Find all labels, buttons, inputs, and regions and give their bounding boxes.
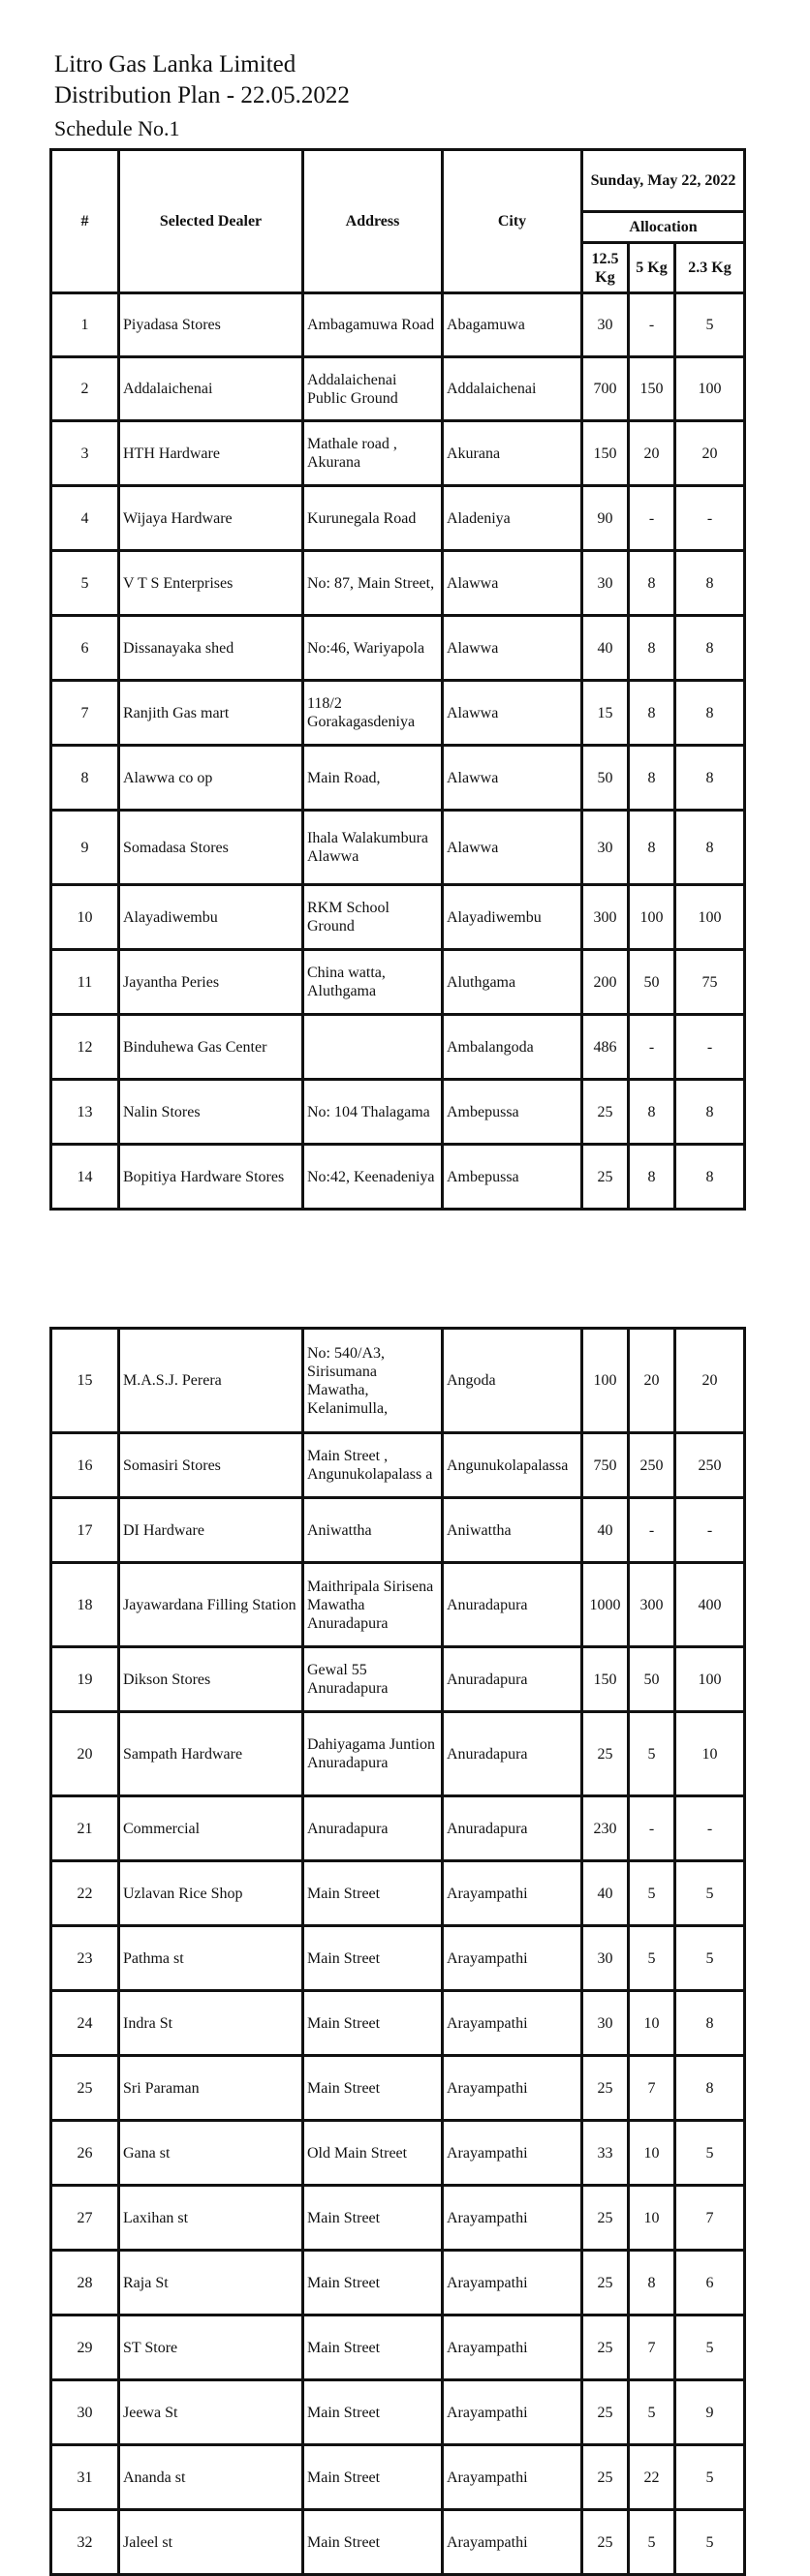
row-number: 6 [51, 616, 119, 681]
table-row [51, 1563, 745, 1647]
dealer-address: No: 104 Thalagama [303, 1080, 443, 1145]
dealer-city: Aluthgama [443, 950, 582, 1015]
allocation-12kg: 25 [582, 2510, 629, 2575]
dealer-name: Jayawardana Filling Station [119, 1563, 303, 1647]
allocation-12kg: 300 [582, 885, 629, 950]
row-number: 26 [51, 2121, 119, 2186]
row-number: 28 [51, 2251, 119, 2315]
allocation-5kg: 5 [629, 1861, 675, 1926]
allocation-5kg: 5 [629, 2380, 675, 2445]
dealer-address: Main Street [303, 1991, 443, 2056]
row-number: 5 [51, 551, 119, 616]
table-body-1 [51, 293, 745, 1210]
dealer-city: Abagamuwa [443, 293, 582, 357]
dealer-name: Somasiri Stores [119, 1433, 303, 1498]
allocation-2kg: 5 [675, 293, 745, 357]
dealer-address: Main Street [303, 2315, 443, 2380]
allocation-12kg: 40 [582, 616, 629, 681]
dealer-city: Angunukolapalassa [443, 1433, 582, 1498]
dealer-address: Mathale road , Akurana [303, 421, 443, 486]
schedule-label: Schedule No.1 [54, 116, 180, 140]
dealer-address: Ambagamuwa Road [303, 293, 443, 357]
allocation-2kg: 10 [675, 1712, 745, 1796]
allocation-5kg: - [629, 293, 675, 357]
dealer-name: Binduhewa Gas Center [119, 1015, 303, 1080]
dealer-address: Main Street [303, 2445, 443, 2510]
row-number: 10 [51, 885, 119, 950]
allocation-12kg: 30 [582, 1926, 629, 1991]
allocation-2kg: 5 [675, 2121, 745, 2186]
allocation-5kg: - [629, 1796, 675, 1861]
dealer-name: Jayantha Peries [119, 950, 303, 1015]
table-row [51, 1015, 745, 1080]
dealer-address: Anuradapura [303, 1796, 443, 1861]
table-row [51, 1712, 745, 1796]
row-number: 32 [51, 2510, 119, 2575]
allocation-2kg: 8 [675, 1080, 745, 1145]
table-row [51, 1796, 745, 1861]
row-number: 2 [51, 357, 119, 421]
size-header-2kg: 2.3 Kg [675, 243, 745, 293]
allocation-2kg: 100 [675, 1647, 745, 1712]
table-row [51, 2056, 745, 2121]
dealer-name: Alayadiwembu [119, 885, 303, 950]
allocation-5kg: 8 [629, 811, 675, 885]
allocation-5kg: - [629, 1498, 675, 1563]
dealer-name: Somadasa Stores [119, 811, 303, 885]
allocation-2kg: 100 [675, 885, 745, 950]
allocation-2kg: - [675, 1015, 745, 1080]
table-row [51, 357, 745, 421]
allocation-5kg: 50 [629, 1647, 675, 1712]
allocation-5kg: - [629, 486, 675, 551]
row-number: 13 [51, 1080, 119, 1145]
table-row [51, 2315, 745, 2380]
allocation-5kg: 7 [629, 2315, 675, 2380]
row-number: 3 [51, 421, 119, 486]
table-row [51, 885, 745, 950]
dealer-address: Main Street [303, 2251, 443, 2315]
allocation-5kg: 5 [629, 2510, 675, 2575]
dealer-address [303, 1015, 443, 1080]
allocation-12kg: 50 [582, 746, 629, 811]
dealer-city: Anuradapura [443, 1712, 582, 1796]
allocation-12kg: 150 [582, 1647, 629, 1712]
dealer-city: Akurana [443, 421, 582, 486]
dealer-city: Arayampathi [443, 2251, 582, 2315]
allocation-2kg: 5 [675, 2445, 745, 2510]
dealer-address: Maithripala Sirisena Mawatha Anuradapura [303, 1563, 443, 1647]
allocation-2kg: 8 [675, 681, 745, 746]
table-row [51, 486, 745, 551]
table-row [51, 616, 745, 681]
dealer-city: Arayampathi [443, 2510, 582, 2575]
allocation-2kg: 100 [675, 357, 745, 421]
dealer-name: Wijaya Hardware [119, 486, 303, 551]
table-row [51, 1498, 745, 1563]
dealer-city: Arayampathi [443, 1926, 582, 1991]
table-row [51, 2251, 745, 2315]
allocation-2kg: 8 [675, 1991, 745, 2056]
allocation-5kg: 5 [629, 1712, 675, 1796]
allocation-12kg: 230 [582, 1796, 629, 1861]
allocation-12kg: 700 [582, 357, 629, 421]
row-number: 19 [51, 1647, 119, 1712]
dealer-address: Addalaichenai Public Ground [303, 357, 443, 421]
col-header-no: # [51, 150, 119, 293]
allocation-2kg: 250 [675, 1433, 745, 1498]
row-number: 30 [51, 2380, 119, 2445]
table-row [51, 2121, 745, 2186]
allocation-5kg: 8 [629, 681, 675, 746]
allocation-5kg: 10 [629, 2186, 675, 2251]
row-number: 29 [51, 2315, 119, 2380]
allocation-2kg: 8 [675, 1145, 745, 1210]
dealer-name: Indra St [119, 1991, 303, 2056]
table-row [51, 1080, 745, 1145]
allocation-header: Allocation [582, 212, 745, 243]
allocation-2kg: 9 [675, 2380, 745, 2445]
allocation-5kg: 50 [629, 950, 675, 1015]
dealer-name: Sri Paraman [119, 2056, 303, 2121]
allocation-5kg: - [629, 1015, 675, 1080]
allocation-12kg: 200 [582, 950, 629, 1015]
allocation-2kg: - [675, 486, 745, 551]
distribution-table-page-2 [49, 1327, 746, 2576]
row-number: 7 [51, 681, 119, 746]
dealer-name: V T S Enterprises [119, 551, 303, 616]
dealer-city: Addalaichenai [443, 357, 582, 421]
col-header-address: Address [303, 150, 443, 293]
allocation-12kg: 30 [582, 1991, 629, 2056]
dealer-city: Anuradapura [443, 1563, 582, 1647]
dealer-city: Arayampathi [443, 1861, 582, 1926]
table-row [51, 2510, 745, 2575]
plan-title: Distribution Plan - 22.05.2022 [54, 82, 350, 108]
dealer-name: M.A.S.J. Perera [119, 1329, 303, 1433]
allocation-2kg: 8 [675, 616, 745, 681]
row-number: 23 [51, 1926, 119, 1991]
dealer-city: Alayadiwembu [443, 885, 582, 950]
dealer-address: Main Street [303, 2186, 443, 2251]
table-row [51, 2186, 745, 2251]
dealer-city: Anuradapura [443, 1647, 582, 1712]
table-row [51, 746, 745, 811]
row-number: 14 [51, 1145, 119, 1210]
company-title: Litro Gas Lanka Limited [54, 51, 296, 77]
allocation-5kg: 10 [629, 1991, 675, 2056]
dealer-name: Laxihan st [119, 2186, 303, 2251]
allocation-5kg: 250 [629, 1433, 675, 1498]
row-number: 9 [51, 811, 119, 885]
allocation-12kg: 25 [582, 2445, 629, 2510]
allocation-5kg: 8 [629, 2251, 675, 2315]
dealer-address: Ihala Walakumbura Alawwa [303, 811, 443, 885]
dealer-address: Main Street [303, 2380, 443, 2445]
dealer-city: Ambepussa [443, 1145, 582, 1210]
dealer-city: Alawwa [443, 746, 582, 811]
dealer-name: Addalaichenai [119, 357, 303, 421]
dealer-name: Dikson Stores [119, 1647, 303, 1712]
date-header: Sunday, May 22, 2022 [582, 150, 745, 212]
allocation-12kg: 25 [582, 1080, 629, 1145]
row-number: 16 [51, 1433, 119, 1498]
row-number: 11 [51, 950, 119, 1015]
table-row [51, 1926, 745, 1991]
dealer-address: No:46, Wariyapola [303, 616, 443, 681]
allocation-5kg: 8 [629, 551, 675, 616]
row-number: 1 [51, 293, 119, 357]
dealer-city: Alawwa [443, 811, 582, 885]
row-number: 21 [51, 1796, 119, 1861]
dealer-city: Alawwa [443, 616, 582, 681]
allocation-12kg: 100 [582, 1329, 629, 1433]
dealer-city: Aniwattha [443, 1498, 582, 1563]
dealer-address: No: 540/A3, Sirisumana Mawatha, Kelanimulla, [303, 1329, 443, 1433]
allocation-5kg: 5 [629, 1926, 675, 1991]
allocation-5kg: 20 [629, 421, 675, 486]
dealer-name: DI Hardware [119, 1498, 303, 1563]
dealer-name: Piyadasa Stores [119, 293, 303, 357]
dealer-name: Ranjith Gas mart [119, 681, 303, 746]
allocation-2kg: 8 [675, 551, 745, 616]
dealer-address: 118/2 Gorakagasdeniya [303, 681, 443, 746]
dealer-name: ST Store [119, 2315, 303, 2380]
dealer-address: China watta, Aluthgama [303, 950, 443, 1015]
dealer-city: Arayampathi [443, 2380, 582, 2445]
dealer-city: Anuradapura [443, 1796, 582, 1861]
allocation-12kg: 150 [582, 421, 629, 486]
allocation-5kg: 22 [629, 2445, 675, 2510]
allocation-2kg: - [675, 1498, 745, 1563]
allocation-5kg: 8 [629, 616, 675, 681]
dealer-name: Commercial [119, 1796, 303, 1861]
allocation-12kg: 40 [582, 1861, 629, 1926]
row-number: 24 [51, 1991, 119, 2056]
allocation-12kg: 25 [582, 2315, 629, 2380]
dealer-address: No:42, Keenadeniya [303, 1145, 443, 1210]
allocation-12kg: 90 [582, 486, 629, 551]
allocation-2kg: 6 [675, 2251, 745, 2315]
allocation-12kg: 25 [582, 2186, 629, 2251]
allocation-5kg: 300 [629, 1563, 675, 1647]
table-row [51, 811, 745, 885]
allocation-5kg: 100 [629, 885, 675, 950]
allocation-12kg: 486 [582, 1015, 629, 1080]
row-number: 18 [51, 1563, 119, 1647]
table-row [51, 2445, 745, 2510]
dealer-city: Arayampathi [443, 2186, 582, 2251]
allocation-12kg: 30 [582, 551, 629, 616]
dealer-address: Main Street [303, 2510, 443, 2575]
dealer-city: Ambepussa [443, 1080, 582, 1145]
row-number: 25 [51, 2056, 119, 2121]
table-row [51, 421, 745, 486]
allocation-2kg: 8 [675, 746, 745, 811]
dealer-name: Gana st [119, 2121, 303, 2186]
row-number: 20 [51, 1712, 119, 1796]
allocation-12kg: 25 [582, 1145, 629, 1210]
allocation-5kg: 8 [629, 1080, 675, 1145]
allocation-12kg: 15 [582, 681, 629, 746]
allocation-2kg: 20 [675, 1329, 745, 1433]
distribution-table-page-1 [49, 148, 746, 1211]
allocation-2kg: 400 [675, 1563, 745, 1647]
dealer-city: Ambalangoda [443, 1015, 582, 1080]
dealer-address: Main Street [303, 1926, 443, 1991]
dealer-address: Dahiyagama Juntion Anuradapura [303, 1712, 443, 1796]
dealer-address: Gewal 55 Anuradapura [303, 1647, 443, 1712]
dealer-address: RKM School Ground [303, 885, 443, 950]
table-row [51, 293, 745, 357]
allocation-5kg: 7 [629, 2056, 675, 2121]
allocation-2kg: 5 [675, 1926, 745, 1991]
allocation-5kg: 8 [629, 1145, 675, 1210]
allocation-2kg: 20 [675, 421, 745, 486]
dealer-city: Arayampathi [443, 2056, 582, 2121]
dealer-city: Arayampathi [443, 1991, 582, 2056]
dealer-name: Jeewa St [119, 2380, 303, 2445]
size-header-5kg: 5 Kg [629, 243, 675, 293]
row-number: 27 [51, 2186, 119, 2251]
dealer-address: Main Street , Angunukolapalass a [303, 1433, 443, 1498]
dealer-city: Arayampathi [443, 2121, 582, 2186]
table-row [51, 2380, 745, 2445]
col-header-city: City [443, 150, 582, 293]
allocation-12kg: 25 [582, 2056, 629, 2121]
allocation-5kg: 20 [629, 1329, 675, 1433]
dealer-name: Uzlavan Rice Shop [119, 1861, 303, 1926]
allocation-2kg: 5 [675, 1861, 745, 1926]
allocation-12kg: 1000 [582, 1563, 629, 1647]
table-row [51, 1991, 745, 2056]
dealer-city: Aladeniya [443, 486, 582, 551]
dealer-name: Jaleel st [119, 2510, 303, 2575]
dealer-address: Kurunegala Road [303, 486, 443, 551]
allocation-12kg: 25 [582, 2380, 629, 2445]
row-number: 12 [51, 1015, 119, 1080]
dealer-city: Alawwa [443, 551, 582, 616]
dealer-city: Angoda [443, 1329, 582, 1433]
dealer-name: Nalin Stores [119, 1080, 303, 1145]
allocation-2kg: 75 [675, 950, 745, 1015]
row-number: 4 [51, 486, 119, 551]
allocation-5kg: 8 [629, 746, 675, 811]
dealer-name: Sampath Hardware [119, 1712, 303, 1796]
table-row [51, 1433, 745, 1498]
dealer-address: Main Street [303, 1861, 443, 1926]
row-number: 8 [51, 746, 119, 811]
allocation-12kg: 25 [582, 1712, 629, 1796]
dealer-address: Old Main Street [303, 2121, 443, 2186]
size-header-12kg: 12.5 Kg [582, 243, 629, 293]
table-row [51, 1329, 745, 1433]
table-row [51, 1647, 745, 1712]
allocation-12kg: 40 [582, 1498, 629, 1563]
allocation-5kg: 150 [629, 357, 675, 421]
dealer-name: Pathma st [119, 1926, 303, 1991]
table-row [51, 551, 745, 616]
allocation-2kg: 5 [675, 2510, 745, 2575]
dealer-city: Alawwa [443, 681, 582, 746]
row-number: 22 [51, 1861, 119, 1926]
dealer-name: HTH Hardware [119, 421, 303, 486]
dealer-city: Arayampathi [443, 2445, 582, 2510]
allocation-2kg: 8 [675, 811, 745, 885]
dealer-name: Ananda st [119, 2445, 303, 2510]
allocation-2kg: - [675, 1796, 745, 1861]
dealer-address: No: 87, Main Street, [303, 551, 443, 616]
allocation-12kg: 30 [582, 811, 629, 885]
allocation-12kg: 25 [582, 2251, 629, 2315]
dealer-name: Raja St [119, 2251, 303, 2315]
allocation-12kg: 33 [582, 2121, 629, 2186]
allocation-12kg: 30 [582, 293, 629, 357]
allocation-5kg: 10 [629, 2121, 675, 2186]
allocation-12kg: 750 [582, 1433, 629, 1498]
dealer-address: Main Road, [303, 746, 443, 811]
allocation-2kg: 7 [675, 2186, 745, 2251]
dealer-address: Main Street [303, 2056, 443, 2121]
col-header-dealer: Selected Dealer [119, 150, 303, 293]
row-number: 15 [51, 1329, 119, 1433]
row-number: 17 [51, 1498, 119, 1563]
allocation-2kg: 5 [675, 2315, 745, 2380]
dealer-name: Dissanayaka shed [119, 616, 303, 681]
row-number: 31 [51, 2445, 119, 2510]
dealer-name: Bopitiya Hardware Stores [119, 1145, 303, 1210]
table-body-2 [51, 1329, 745, 2575]
table-row [51, 1861, 745, 1926]
table-row [51, 681, 745, 746]
dealer-city: Arayampathi [443, 2315, 582, 2380]
table-row [51, 950, 745, 1015]
dealer-name: Alawwa co op [119, 746, 303, 811]
table-row [51, 1145, 745, 1210]
allocation-2kg: 8 [675, 2056, 745, 2121]
dealer-address: Aniwattha [303, 1498, 443, 1563]
